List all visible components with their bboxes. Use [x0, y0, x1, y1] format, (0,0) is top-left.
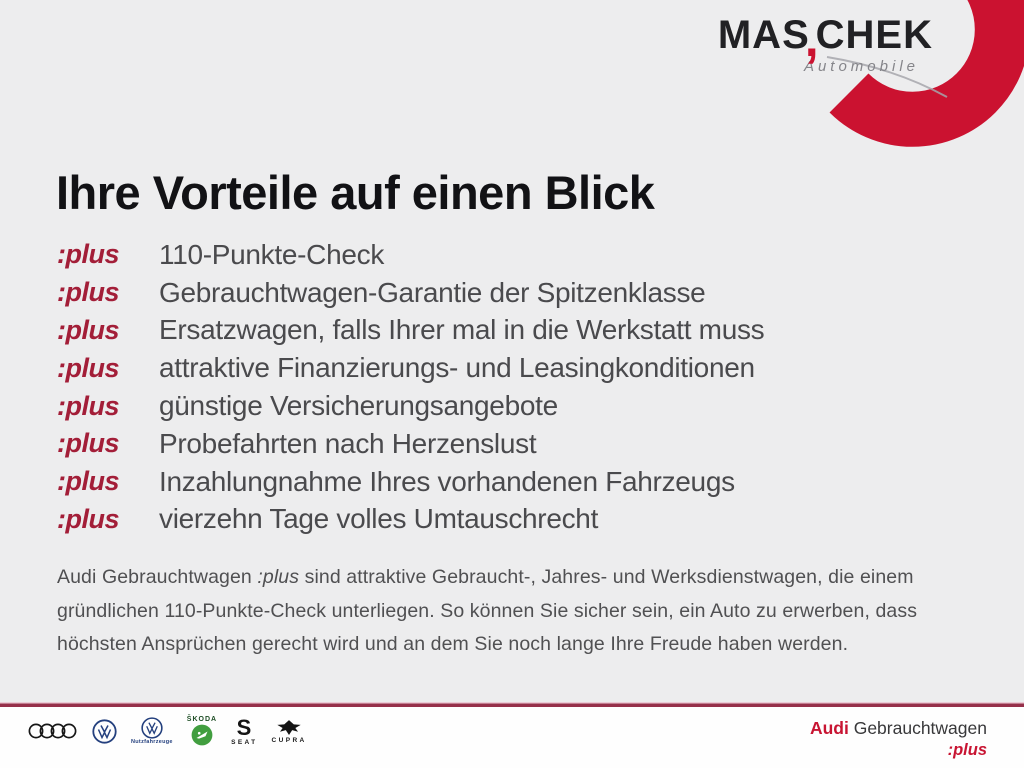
plus-bullet: :plus [57, 390, 119, 421]
maschek-tagline: Automobile [803, 58, 919, 75]
benefit-item [57, 312, 764, 350]
benefit-text: 110-Punkte-Check [159, 238, 385, 270]
benefit-text: attraktive Finanzierungs- und Leasingkonditionen [159, 352, 755, 384]
seat-s-glyph: S [236, 716, 252, 738]
page-title: Ihre Vorteile auf einen Blick [56, 166, 655, 219]
vw-commercial-logo [131, 717, 173, 746]
plus-word: :plus [947, 740, 987, 759]
audi-rings-icon [28, 721, 78, 741]
plus-bullet: :plus [57, 428, 119, 459]
cupra-label: CUPRA [271, 736, 307, 744]
seat-s-icon [232, 716, 256, 738]
skoda-logo [187, 716, 217, 746]
cupra-emblem-icon [275, 719, 303, 736]
vw-logo-icon [92, 719, 117, 744]
footnote-paragraph [57, 561, 941, 662]
cupra-logo [272, 719, 307, 745]
benefit-item [57, 236, 764, 274]
footer-bar [0, 707, 1024, 768]
benefit-item [57, 501, 764, 539]
audi-gebrauchtwagen-line [810, 718, 987, 740]
plus-bullet: :plus [57, 466, 119, 497]
benefit-item [57, 349, 764, 387]
wordmark-suffix: CHEK [815, 13, 933, 57]
benefit-item [57, 274, 764, 312]
footnote-plus: :plus [257, 566, 300, 588]
benefit-text: Ersatzwagen, falls Ihrer mal in die Werkstatt muss [159, 314, 765, 346]
footnote-part2: sind attraktive Gebraucht-, Jahres- und Werksdienstwagen, die einem gründlichen 110-Punkte-Check unterliegen. So können Sie sicher sein, ein Auto zu erwerben, dass höchsten Ansprüchen gerecht wird und an dem Sie noch lange Ihre Freude haben werden. [57, 566, 918, 655]
plus-bullet: :plus [57, 277, 119, 308]
benefit-item [57, 387, 764, 425]
red-comma-swoosh-icon: , [804, 11, 820, 67]
gebrauchtwagen-word: Gebrauchtwagen [848, 718, 987, 738]
benefits-list [57, 236, 764, 538]
seat-logo [231, 716, 257, 747]
benefit-text: Probefahrten nach Herzenslust [159, 427, 537, 459]
vw-commercial-logo-icon [141, 717, 163, 739]
plus-bullet: :plus [57, 239, 119, 270]
wordmark-prefix: MAS [717, 13, 810, 57]
benefit-text: vierzehn Tage volles Umtauschrecht [159, 503, 599, 535]
benefit-item [57, 463, 764, 501]
benefit-text: Gebrauchtwagen-Garantie der Spitzenklasse [159, 276, 706, 308]
plus-bullet: :plus [57, 314, 119, 345]
brand-logos-row [28, 716, 307, 747]
audi-gebrauchtwagen-plus-lockup [810, 718, 987, 761]
plus-bullet: :plus [57, 352, 119, 383]
benefit-text: günstige Versicherungsangebote [159, 390, 558, 422]
skoda-label: ŠKODA [186, 716, 218, 724]
plus-bullet: :plus [57, 503, 119, 534]
benefit-text: Inzahlungnahme Ihres vorhandenen Fahrzeugs [159, 465, 735, 497]
footnote-part1: Audi Gebrauchtwagen [57, 566, 258, 588]
maschek-logo [717, 11, 933, 75]
seat-label: SEAT [231, 739, 258, 746]
audi-word: Audi [809, 718, 849, 738]
vw-commercial-label: Nutzfahrzeuge [131, 739, 173, 745]
benefit-item [57, 425, 764, 463]
skoda-logo-icon [191, 724, 213, 746]
